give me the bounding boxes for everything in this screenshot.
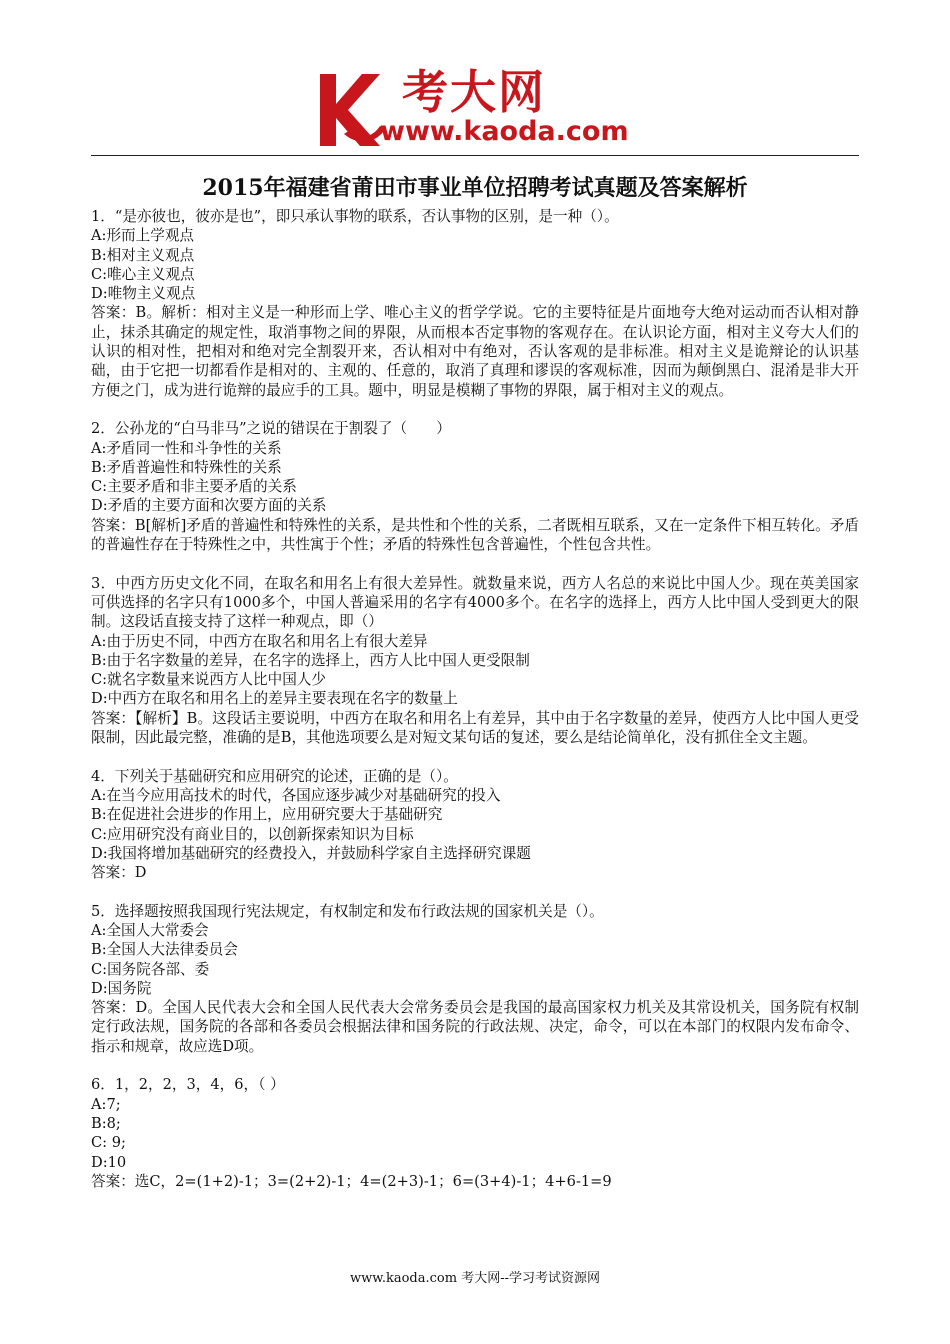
answer-explanation: 答案：B[解析]矛盾的普遍性和特殊性的关系，是共性和个性的关系，二者既相互联系，又在一定条件下相互转化。矛盾的普遍性存在于特殊性之中，共性寓于个性；矛盾的特殊性包含普遍性，个性包含共性。 (91, 516, 859, 554)
answer-explanation: 答案：D (91, 864, 147, 882)
option-d: D:唯物主义观点 (91, 285, 196, 303)
option-c: C:国务院各部、委 (91, 960, 210, 978)
option-a: A:矛盾同一性和斗争性的关系 (91, 439, 282, 457)
option-b: B:全国人大法律委员会 (91, 941, 238, 959)
question-list (91, 207, 859, 1210)
option-b: B:相对主义观点 (91, 246, 195, 264)
logo-text: 考大网 (402, 65, 546, 119)
option-c: C:就名字数量来说西方人比中国人少 (91, 671, 326, 689)
question-2 (91, 419, 859, 554)
option-b: B:矛盾普遍性和特殊性的关系 (91, 458, 282, 476)
option-d: D:中西方在取名和用名上的差异主要表现在名字的数量上 (91, 690, 458, 708)
option-c: C:应用研究没有商业目的，以创新探索知识为目标 (91, 825, 414, 843)
option-a: A:7; (91, 1095, 121, 1113)
question-5 (91, 902, 859, 1056)
page-title: 2015年福建省莆田市事业单位招聘考试真题及答案解析 (202, 175, 748, 201)
question-stem: 2．公孙龙的“白马非马”之说的错误在于割裂了（ ） (91, 420, 451, 438)
option-d: D:矛盾的主要方面和次要方面的关系 (91, 497, 327, 515)
option-a: A:由于历史不同，中西方在取名和用名上有很大差异 (91, 632, 428, 650)
option-c: C:主要矛盾和非主要矛盾的关系 (91, 478, 297, 496)
option-c: C: 9; (91, 1134, 126, 1152)
answer-explanation: 答案：D。全国人民代表大会和全国人民代表大会常务委员会是我国的最高国家权力机关及其常设机关，国务院有权制定行政法规，国务院的各部和各委员会根据法律和国务院的行政法规、决定，命令，可以在本部门的权限内发布命令、指示和规章，故应选D项。 (91, 999, 859, 1055)
answer-explanation: 答案：选C，2=(1+2)-1；3=(2+2)-1；4=(2+3)-1；6=(3+4)-1；4+6-1=9 (91, 1172, 612, 1190)
option-b: B:由于名字数量的差异，在名字的选择上，西方人比中国人更受限制 (91, 651, 530, 669)
question-stem: 6．1，2，2，3，4，6，（ ） (91, 1076, 285, 1094)
option-a: A:形而上学观点 (91, 227, 195, 245)
option-b: B:在促进社会进步的作用上，应用研究要大于基础研究 (91, 806, 443, 824)
logo-url: www.kaoda.com (380, 116, 629, 147)
question-stem: 1．“是亦彼也，彼亦是也”，即只承认事物的联系，否认事物的区别，是一种（）。 (91, 208, 619, 225)
option-a: A:全国人大常委会 (91, 921, 209, 939)
option-c: C:唯心主义观点 (91, 265, 195, 283)
option-d: D:国务院 (91, 979, 152, 997)
header-divider (91, 155, 859, 156)
option-a: A:在当今应用高技术的时代，各国应逐步减少对基础研究的投入 (91, 786, 501, 804)
kaoda-logo (310, 64, 640, 152)
question-stem: 5．选择题按照我国现行宪法规定，有权制定和发布行政法规的国家机关是（）。 (91, 902, 604, 920)
option-b: B:8; (91, 1114, 121, 1132)
option-d: D:10 (91, 1153, 127, 1171)
answer-explanation: 答案：【解析】B。这段话主要说明，中西方在取名和用名上有差异，其中由于名字数量的差异，使西方人比中国人更受限制，因此最完整，准确的是B，其他选项要么是对短文某句话的复述，要么是结论简单化，没有抓住全文主题。 (91, 709, 859, 747)
logo-k-icon (314, 70, 390, 150)
option-d: D:我国将增加基础研究的经费投入，并鼓励科学家自主选择研究课题 (91, 844, 531, 862)
question-3 (91, 574, 859, 748)
question-stem: 3．中西方历史文化不同，在取名和用名上有很大差异性。就数量来说，西方人名总的来说比中国人少。现在英美国家可供选择的名字只有1000多个，中国人普遍采用的名字有4000多个。在名字的选择上，西方人比中国人受到更大的限制。这段话直接支持了这样一种观点，即（） (91, 574, 859, 631)
question-1 (91, 207, 859, 400)
question-6 (91, 1075, 859, 1191)
question-stem: 4．下列关于基础研究和应用研究的论述，正确的是（）。 (91, 767, 458, 785)
question-4 (91, 767, 859, 883)
footer-text: www.kaoda.com 考大网--学习考试资源网 (350, 1271, 600, 1286)
answer-explanation: 答案：B。解析：相对主义是一种形而上学、唯心主义的哲学学说。它的主要特征是片面地夸大绝对运动而否认相对静止，抹杀其确定的规定性，取消事物之间的界限，从而根本否定事物的客观存在。在认识论方面，相对主义夸大人们的认识的相对性，把相对和绝对完全割裂开来，否认相对中有绝对，否认客观的是非标准。相对主义是诡辩论的认识基础，由于它把一切都看作是相对的、主观的、任意的，取消了真理和谬误的客观标准，因而为颠倒黑白、混淆是非大开方便之门，成为进行诡辩的最应手的工具。题中，明显是模糊了事物的界限，属于相对主义的观点。 (91, 304, 859, 399)
